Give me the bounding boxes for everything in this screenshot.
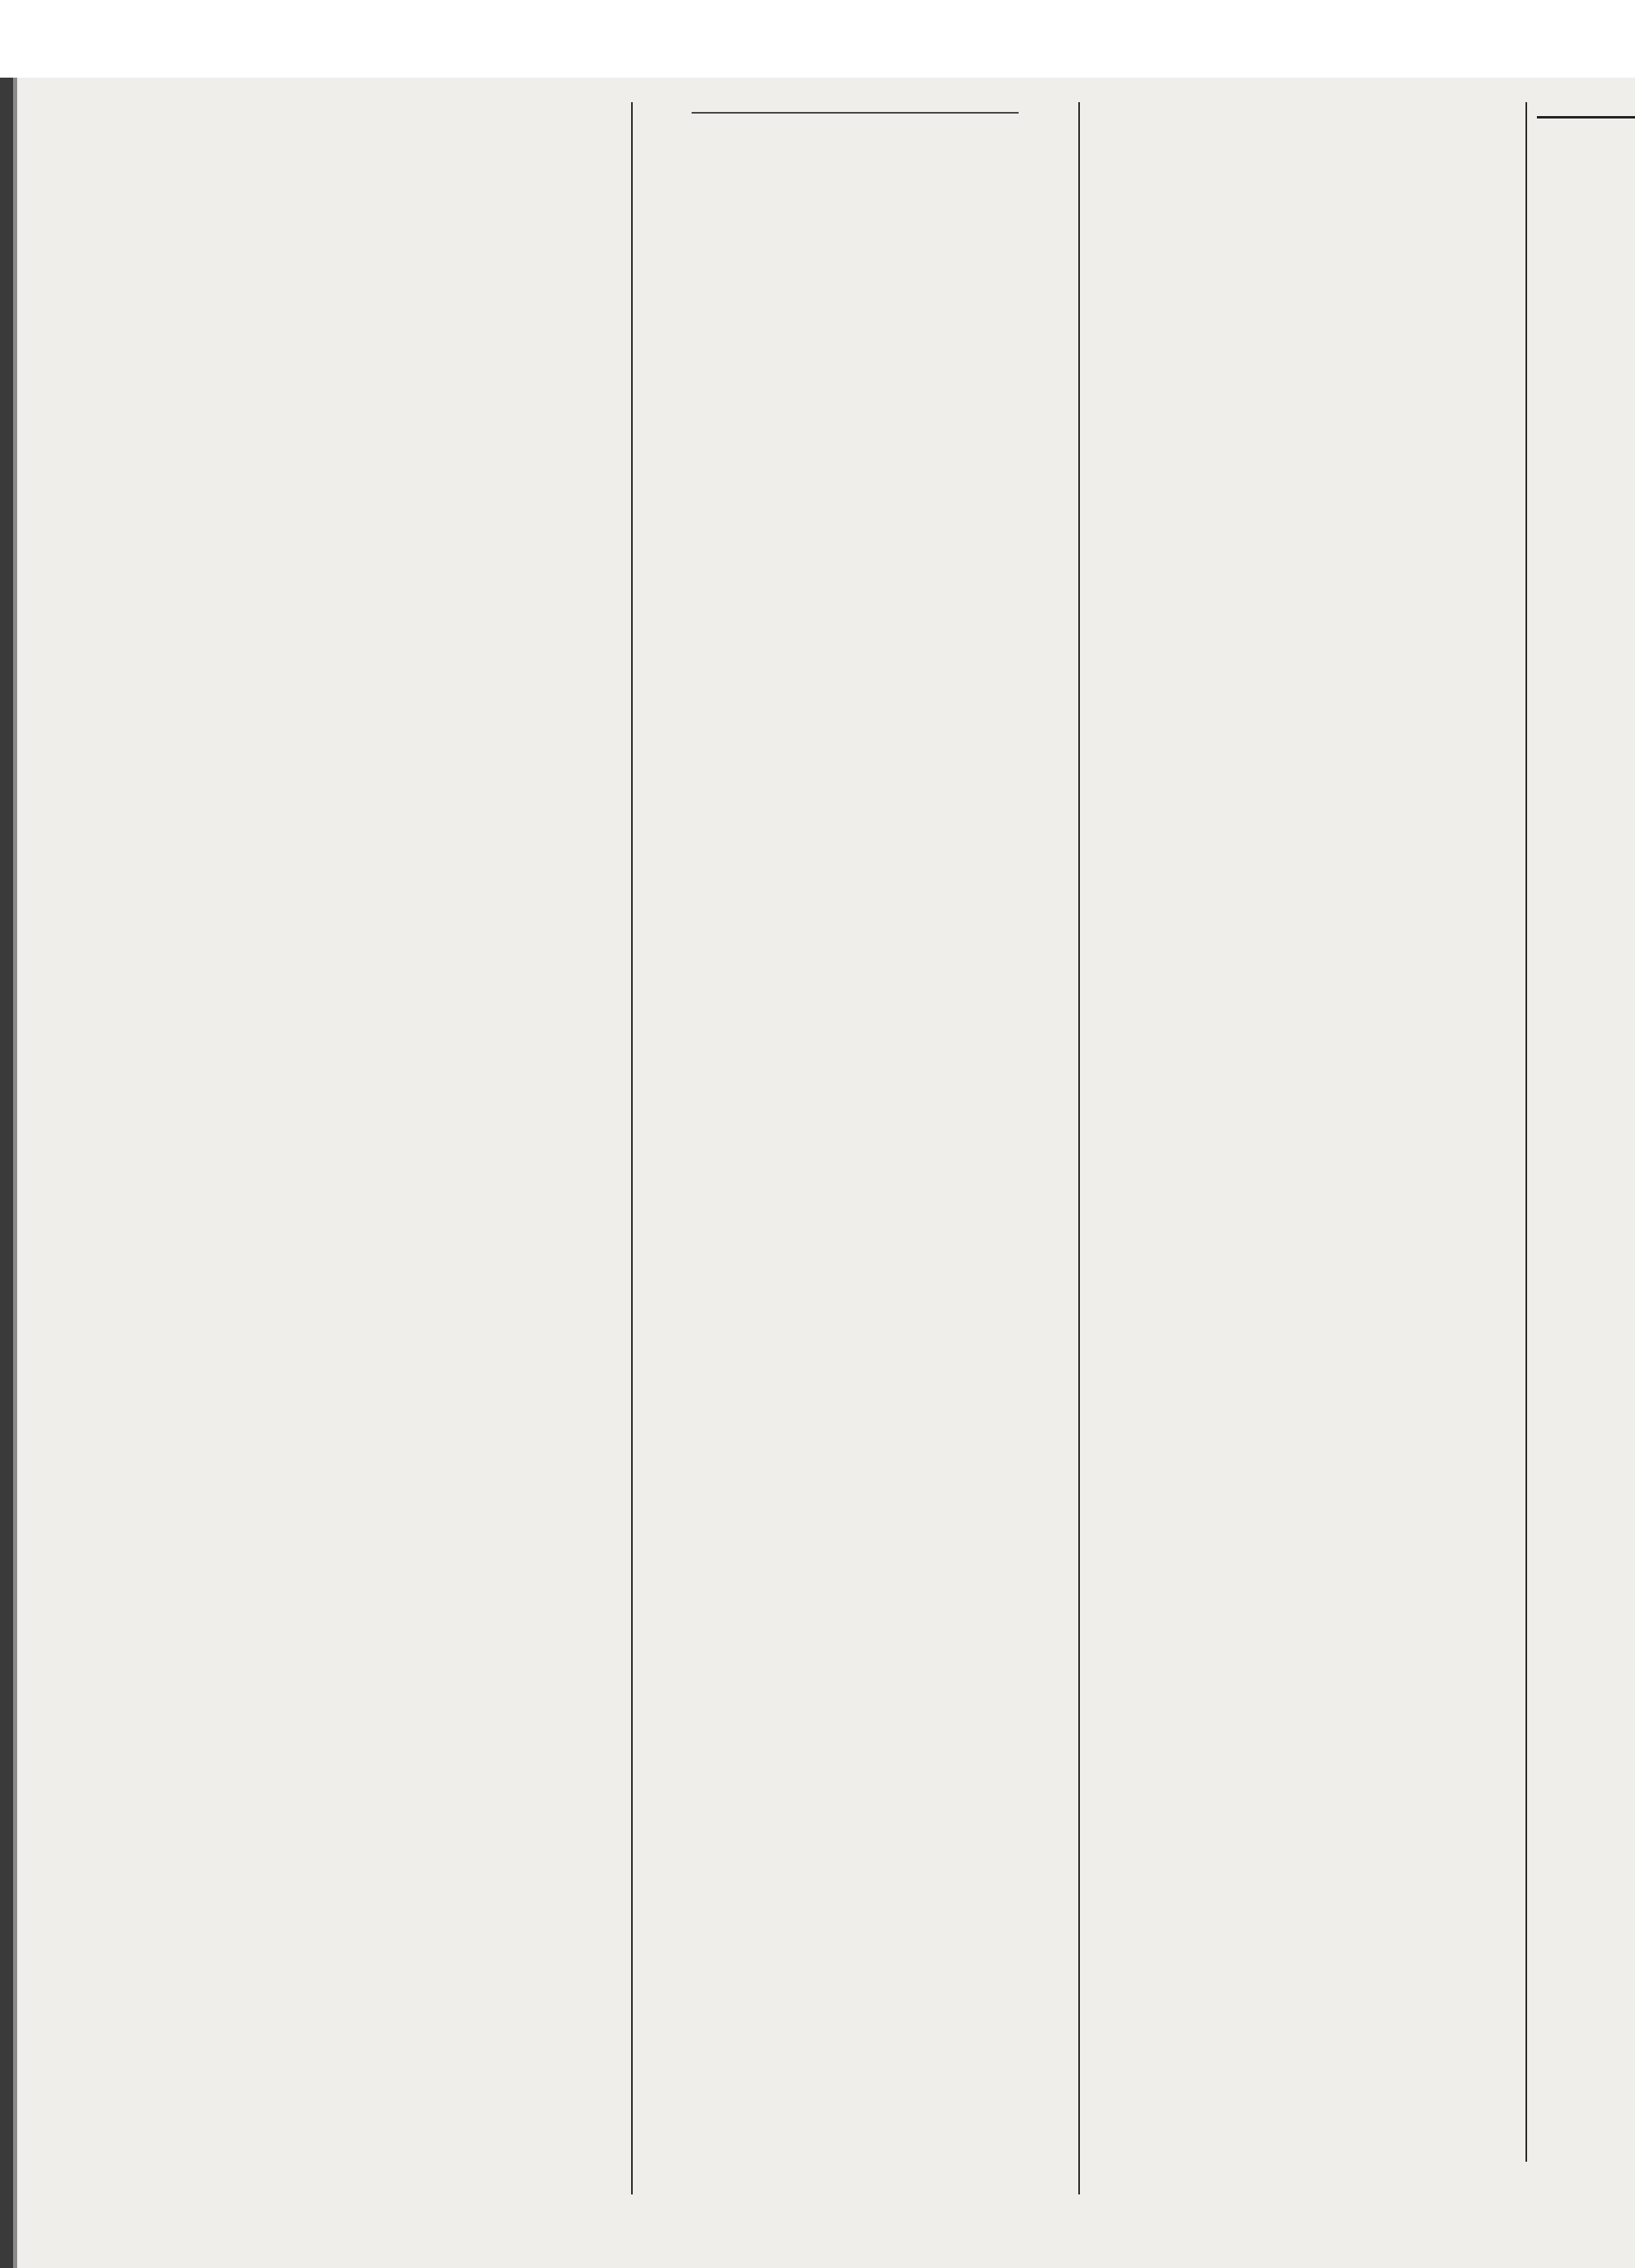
section-divider xyxy=(1537,116,1635,119)
column-rule xyxy=(1078,102,1080,2194)
article-column-1 xyxy=(214,105,621,2230)
scan-edge xyxy=(0,78,13,2268)
scan-edge-shadow xyxy=(13,78,17,2268)
right-strip-column xyxy=(1537,105,1635,2230)
column-rule xyxy=(631,102,633,2194)
article-column-2 xyxy=(643,105,1068,2230)
article-column-3 xyxy=(1091,105,1518,2230)
column-rule xyxy=(1525,102,1527,2162)
section-divider xyxy=(692,112,1019,114)
